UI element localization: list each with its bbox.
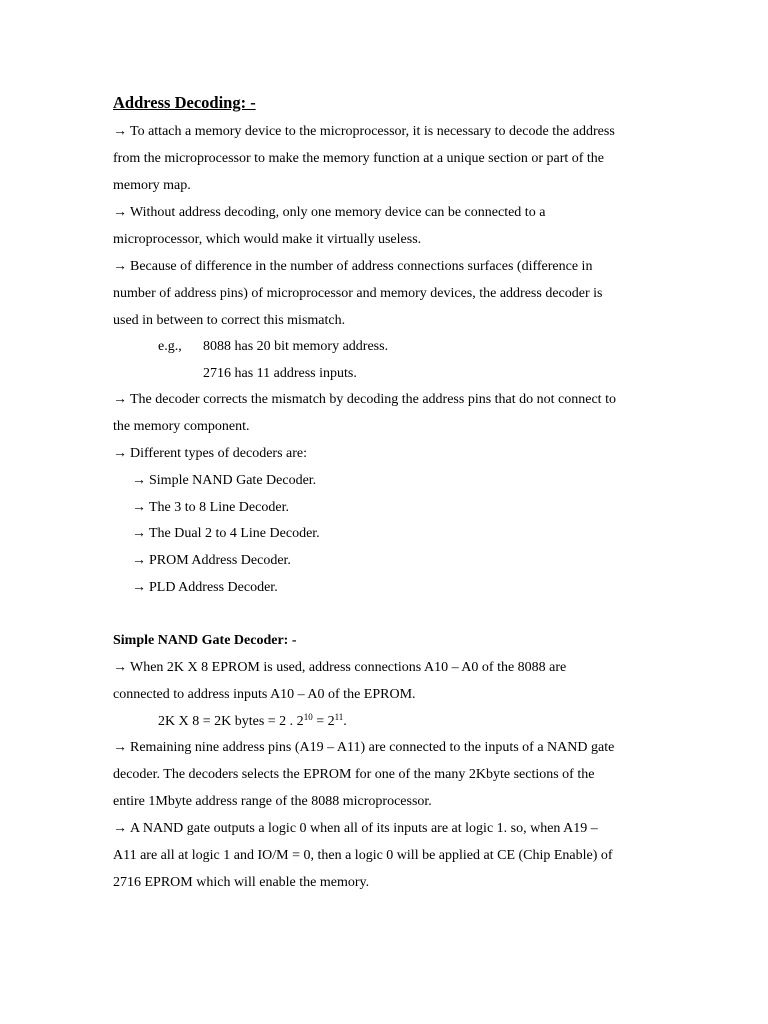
exponent: 10	[303, 712, 313, 722]
paragraph-line: → Without address decoding, only one memory device can be connected to a	[113, 205, 546, 220]
paragraph-line: → To attach a memory device to the microprocessor, it is necessary to decode the address	[113, 124, 615, 139]
paragraph-line: connected to address inputs A10 – A0 of the EPROM.	[113, 687, 416, 702]
arrow-icon: →	[132, 553, 146, 568]
section-heading-address-decoding: Address Decoding: -	[113, 93, 256, 112]
paragraph-line: from the microprocessor to make the memory function at a unique section or part of the	[113, 151, 605, 166]
arrow-icon: →	[132, 473, 146, 488]
paragraph-line: 2716 EPROM which will enable the memory.	[113, 875, 370, 890]
paragraph-line: → The decoder corrects the mismatch by decoding the address pins that do not connect to	[113, 392, 616, 407]
section-heading-nand-decoder: Simple NAND Gate Decoder: -	[113, 633, 297, 648]
arrow-icon: →	[113, 446, 127, 461]
list-item: → Simple NAND Gate Decoder.	[132, 473, 317, 488]
arrow-icon: →	[113, 740, 127, 755]
list-item: → The Dual 2 to 4 Line Decoder.	[132, 526, 320, 541]
paragraph-line: the memory component.	[113, 419, 250, 434]
arrow-icon: →	[113, 821, 127, 836]
paragraph-line: used in between to correct this mismatch.	[113, 313, 346, 328]
arrow-icon: →	[113, 392, 127, 407]
arrow-icon: →	[113, 124, 127, 139]
paragraph-line: A11 are all at logic 1 and IO/M = 0, then a logic 0 will be applied at CE (Chip Enable) of	[113, 848, 613, 863]
list-item: → PLD Address Decoder.	[132, 580, 278, 595]
list-item: → The 3 to 8 Line Decoder.	[132, 500, 289, 515]
paragraph-line: number of address pins) of microprocessor and memory devices, the address decoder is	[113, 286, 603, 301]
paragraph-line: memory map.	[113, 178, 191, 193]
example-line: e.g., 8088 has 20 bit memory address.	[158, 339, 389, 354]
example-line: 2716 has 11 address inputs.	[203, 366, 357, 381]
list-item: → PROM Address Decoder.	[132, 553, 291, 568]
arrow-icon: →	[113, 660, 127, 675]
paragraph-line: microprocessor, which would make it virtually useless.	[113, 232, 422, 247]
arrow-icon: →	[132, 500, 146, 515]
exponent: 11	[334, 712, 344, 722]
paragraph-line: → A NAND gate outputs a logic 0 when all of its inputs are at logic 1. so, when A19 –	[113, 821, 598, 836]
example-label: e.g.,	[158, 339, 182, 354]
paragraph-line: entire 1Mbyte address range of the 8088 microprocessor.	[113, 794, 432, 809]
paragraph-line: → Different types of decoders are:	[113, 446, 307, 461]
formula-line: 2K X 8 = 2K bytes = 2 . $2^{10} = 2^{11}$.	[158, 712, 347, 729]
paragraph-line: → Remaining nine address pins (A19 – A11) are connected to the inputs of a NAND gate	[113, 740, 615, 755]
paragraph-line: → Because of difference in the number of address connections surfaces (difference in	[113, 259, 593, 274]
arrow-icon: →	[132, 526, 146, 541]
arrow-icon: →	[113, 259, 127, 274]
paragraph-line: → When 2K X 8 EPROM is used, address connections A10 – A0 of the 8088 are	[113, 660, 567, 675]
arrow-icon: →	[113, 205, 127, 220]
arrow-icon: →	[132, 580, 146, 595]
paragraph-line: decoder. The decoders selects the EPROM for one of the many 2Kbyte sections of the	[113, 767, 595, 782]
